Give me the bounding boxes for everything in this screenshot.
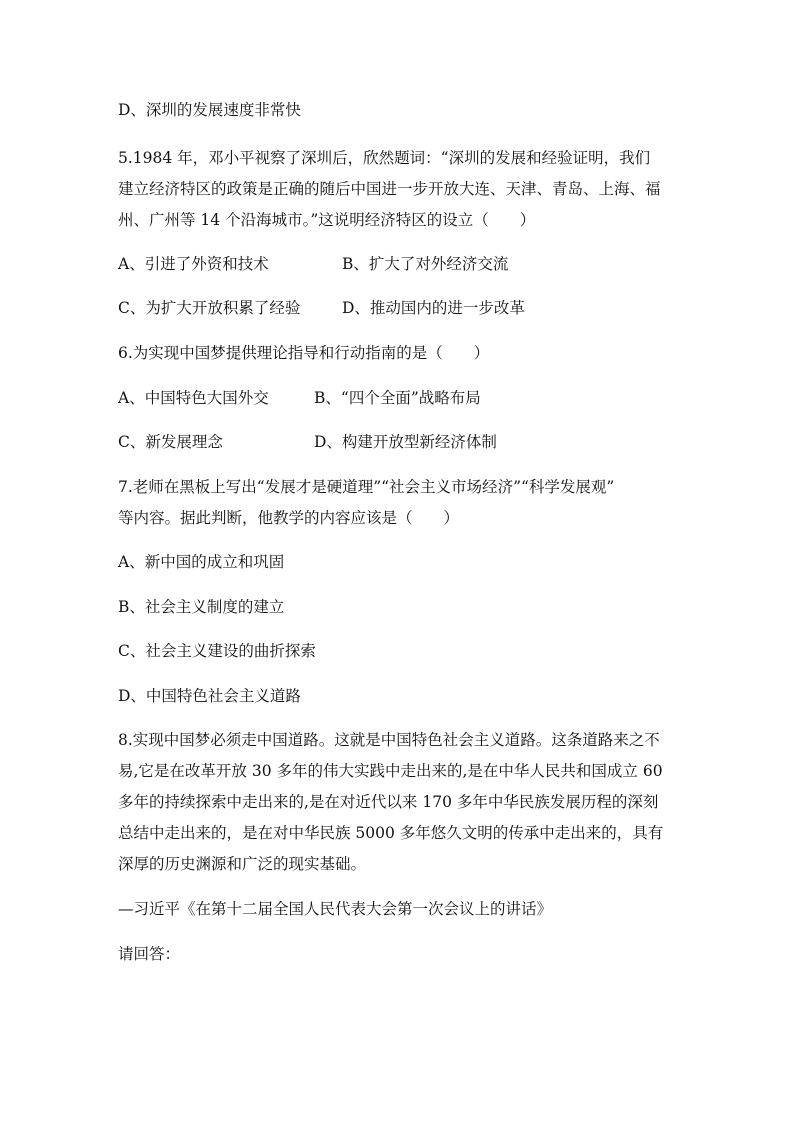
q7-option-d: D、中国特色社会主义道路 — [118, 687, 301, 705]
q7-stem-line-2: 等内容。据此判断，他教学的内容应该是（ ） — [118, 509, 460, 527]
q6-option-b: B、“四个全面”战略布局 — [314, 389, 481, 407]
q7-stem-line-1: 7.老师在黑板上写出“发展才是硬道理”“社会主义市场经济”“科学发展观” — [118, 478, 615, 496]
q5-stem-line-1: 5.1984 年，邓小平视察了深圳后，欣然题词：“深圳的发展和经验证明，我们 — [118, 149, 651, 167]
q5-option-d: D、推动国内的进一步改革 — [342, 299, 525, 317]
q6-stem: 6.为实现中国梦提供理论指导和行动指南的是（ ） — [118, 344, 490, 362]
q8-answer-prompt: 请回答： — [118, 945, 181, 963]
q5-option-a: A、引进了外资和技术 — [118, 255, 269, 273]
q8-passage-line-4: 总结中走出来的，是在对中华民族 5000 多年悠久文明的传承中走出来的，具有 — [118, 824, 664, 842]
q6-option-a: A、中国特色大国外交 — [118, 389, 269, 407]
q4-option-d: D、深圳的发展速度非常快 — [118, 101, 301, 119]
q7-option-a: A、新中国的成立和巩固 — [118, 553, 285, 571]
q7-option-c: C、社会主义建设的曲折探索 — [118, 642, 316, 660]
q8-passage-line-5: 深厚的历史渊源和广泛的现实基础。 — [118, 855, 367, 873]
q5-stem-line-2: 建立经济特区的政策是正确的随后中国进一步开放大连、天津、青岛、上海、福 — [118, 180, 661, 198]
q8-passage-line-3: 多年的持续探索中走出来的,是在对近代以来 170 多年中华民族发展历程的深刻 — [118, 793, 659, 811]
q6-option-c: C、新发展理念 — [118, 433, 223, 451]
q5-stem-line-3: 州、广州等 14 个沿海城市。”这说明经济特区的设立（ ） — [118, 211, 536, 229]
q7-option-b: B、社会主义制度的建立 — [118, 598, 285, 616]
q5-option-b: B、扩大了对外经济交流 — [342, 255, 509, 273]
q8-source-citation: —习近平《在第十二届全国人民代表大会第一次会议上的讲话》 — [118, 900, 553, 918]
q6-option-d: D、构建开放型新经济体制 — [314, 433, 497, 451]
q5-option-c: C、为扩大开放积累了经验 — [118, 299, 301, 317]
q8-passage-line-1: 8.实现中国梦必须走中国道路。这就是中国特色社会主义道路。这条道路来之不 — [118, 731, 660, 749]
q8-passage-line-2: 易,它是在改革开放 30 多年的伟大实践中走出来的,是在中华人民共和国成立 60 — [118, 762, 663, 780]
